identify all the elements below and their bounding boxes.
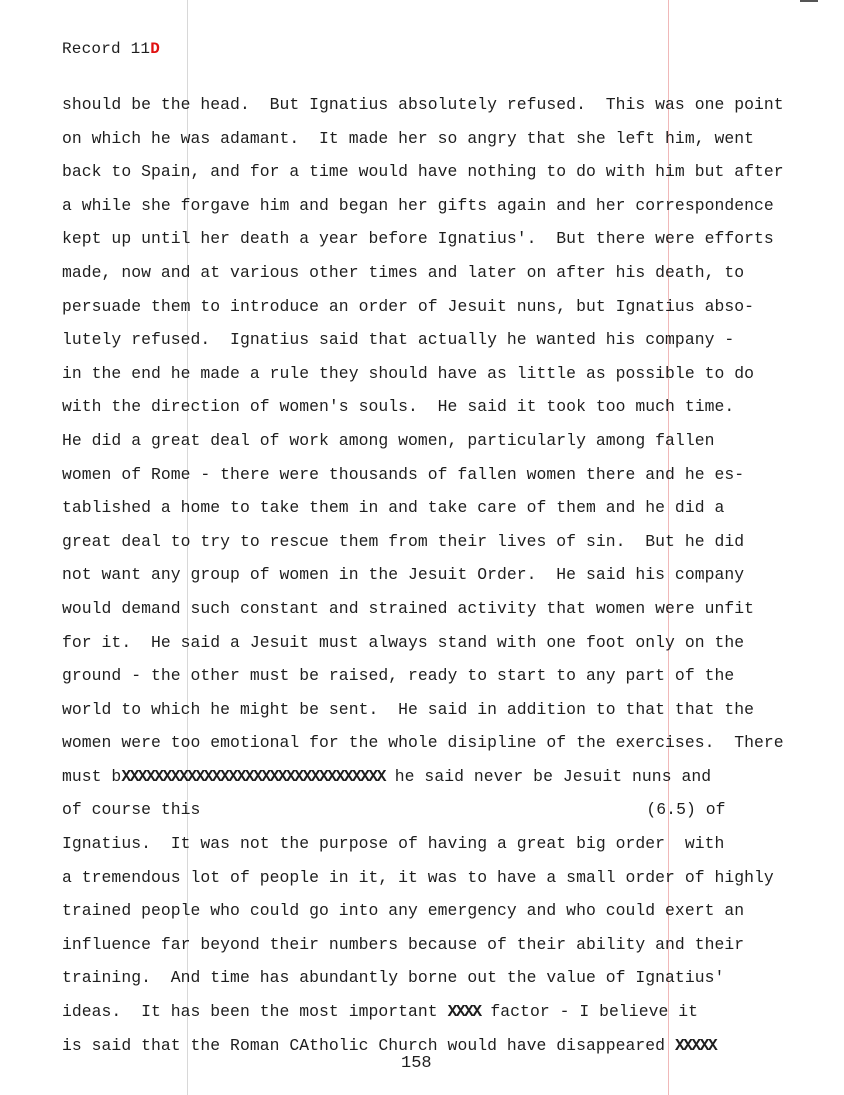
text-line: tablished a home to take them in and take care of them and he did a: [62, 498, 725, 518]
text-line-struck: [62, 1029, 822, 1063]
line-start: ideas. It has been the most important: [62, 1002, 448, 1022]
text-line: influence far beyond their numbers because of their ability and their: [62, 934, 745, 954]
text-line: on which he was adamant. It made her so angry that she left him, went: [62, 128, 755, 148]
text-line: training. And time has abundantly borne out the value of Ignatius': [62, 968, 725, 988]
line-start: must b: [62, 766, 122, 786]
text-line: in the end he made a rule they should have as little as possible to do: [62, 363, 755, 383]
text-line: persuade them to introduce an order of Jesuit nuns, but Ignatius abso-: [62, 296, 755, 316]
corner-mark: [800, 0, 818, 2]
text-line-struck: [62, 995, 822, 1029]
text-line: back to Spain, and for a time would have nothing to do with him but after: [62, 162, 784, 182]
text-line: women of Rome - there were thousands of fallen women there and he es-: [62, 464, 745, 484]
record-label: Record 11: [62, 40, 151, 58]
record-handwritten-mark: D: [150, 40, 161, 58]
text-line: women were too emotional for the whole disipline of the exercises. There: [62, 733, 784, 753]
text-line: a tremendous lot of people in it, it was to have a small order of highly: [62, 867, 774, 887]
text-line: not want any group of women in the Jesuit Order. He said his company: [62, 565, 745, 585]
text-line-with-gap: [62, 793, 822, 827]
line-end: (6.5) of: [646, 800, 726, 820]
text-line: for it. He said a Jesuit must always stand with one foot only on the: [62, 632, 745, 652]
text-line: kept up until her death a year before Ignatius'. But there were efforts: [62, 229, 774, 249]
line-end: he said never be Jesuit nuns and: [384, 766, 712, 786]
text-line: trained people who could go into any emergency and who could exert an: [62, 901, 745, 921]
struck-out-text: XXXX: [447, 1002, 481, 1022]
text-line: with the direction of women's souls. He said it took too much time.: [62, 397, 735, 417]
text-line: world to which he might be sent. He said in addition to that that the: [62, 699, 755, 719]
typed-body-text: [62, 88, 822, 1062]
text-line: He did a great deal of work among women, particularly among fallen: [62, 430, 715, 450]
text-line: should be the head. But Ignatius absolutely refused. This was one point: [62, 95, 784, 114]
struck-out-text: XXXXXXXXXXXXXXXXXXXXXXXXXXXXXXXX: [121, 766, 385, 786]
text-line: Ignatius. It was not the purpose of having a great big order with: [62, 834, 725, 854]
text-line: a while she forgave him and began her gifts again and her correspondence: [62, 195, 774, 215]
text-line: ground - the other must be raised, ready to start to any part of the: [62, 666, 735, 686]
page-number: 158: [401, 1054, 432, 1073]
line-start: is said that the Roman CAtholic Church would have disappeared: [62, 1035, 675, 1055]
record-header: [62, 40, 160, 58]
struck-out-text: XXXXX: [674, 1035, 717, 1055]
text-line-struck: [62, 760, 822, 794]
line-end: factor - I believe it: [480, 1002, 699, 1022]
text-line: made, now and at various other times and later on after his death, to: [62, 262, 745, 282]
line-start: of course this: [62, 800, 201, 820]
text-line: great deal to try to rescue them from their lives of sin. But he did: [62, 531, 745, 551]
text-line: lutely refused. Ignatius said that actually he wanted his company -: [62, 330, 735, 350]
text-line: would demand such constant and strained activity that women were unfit: [62, 598, 755, 618]
